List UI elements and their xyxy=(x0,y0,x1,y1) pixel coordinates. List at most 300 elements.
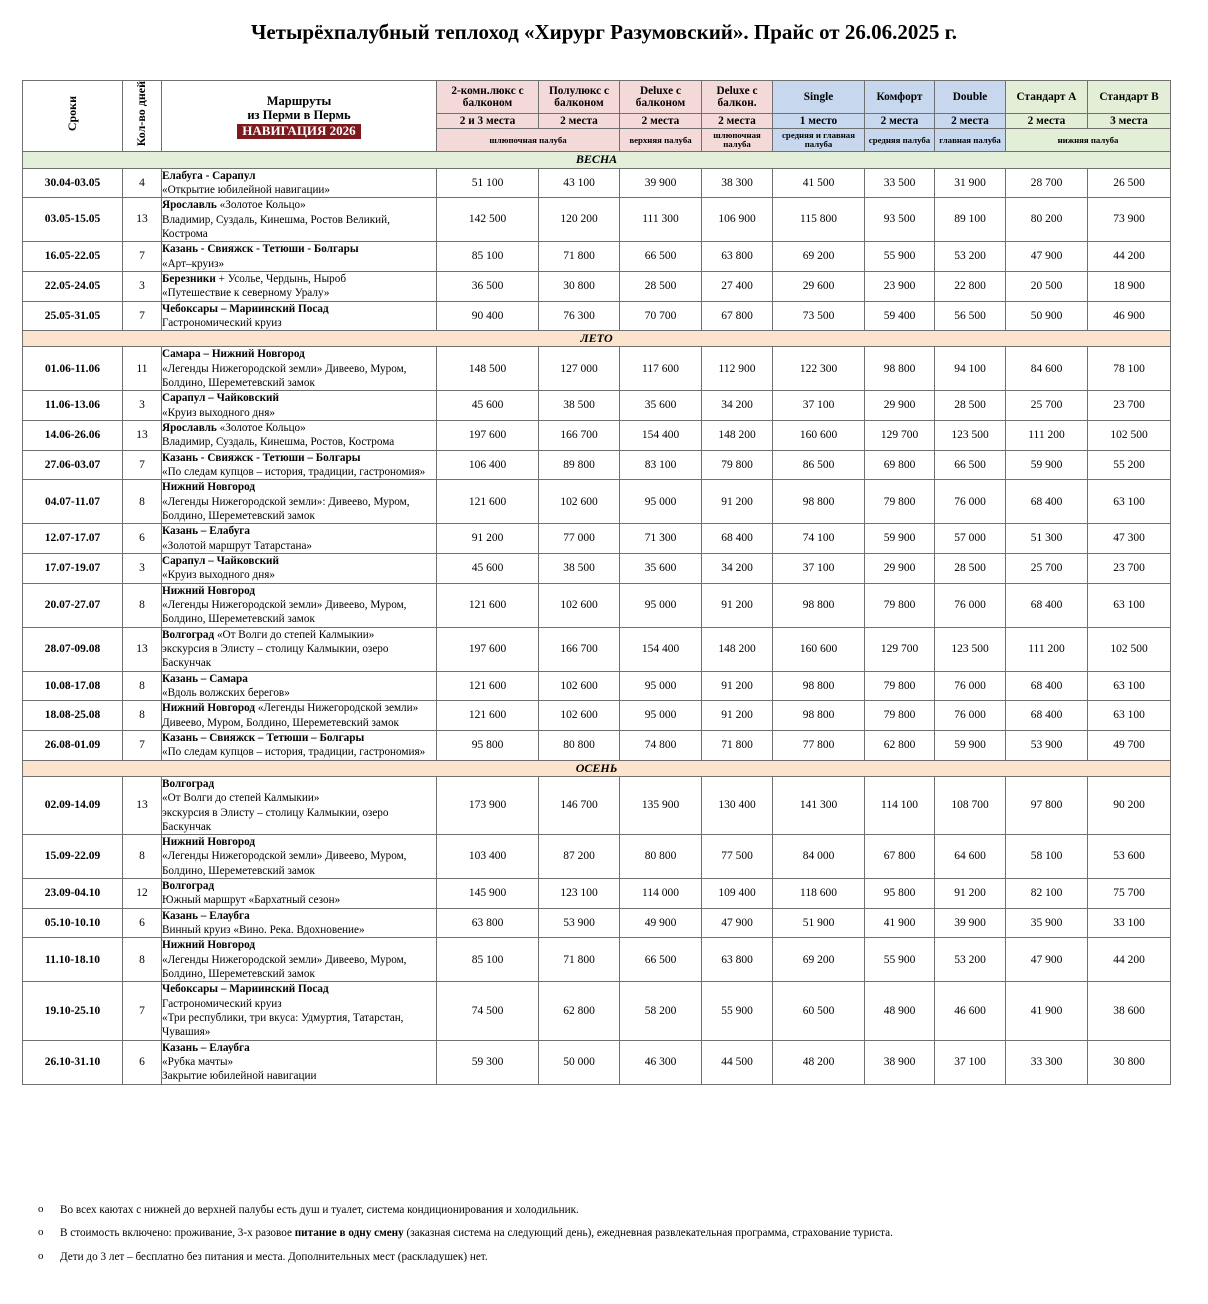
route-cell xyxy=(162,1040,437,1084)
price-cell: 78 100 xyxy=(1088,347,1171,391)
note-item xyxy=(38,1227,1158,1240)
route-description: «Три республики, три вкуса: Удмуртия, Татарстан, Чувашия» xyxy=(162,1012,404,1039)
cabin-places: 2 места xyxy=(935,114,1006,129)
price-cell: 122 300 xyxy=(773,347,865,391)
price-cell: 108 700 xyxy=(935,776,1006,834)
table-row xyxy=(23,242,1171,272)
route-title-line xyxy=(162,302,436,316)
table-row xyxy=(23,627,1171,671)
price-cell: 95 000 xyxy=(620,701,702,731)
price-cell: 68 400 xyxy=(1006,583,1088,627)
price-cell: 79 800 xyxy=(865,583,935,627)
table-row xyxy=(23,835,1171,879)
price-cell: 47 900 xyxy=(702,908,773,938)
route-cell xyxy=(162,583,437,627)
route-cell xyxy=(162,450,437,480)
price-cell: 142 500 xyxy=(437,198,539,242)
table-row xyxy=(23,450,1171,480)
table-row xyxy=(23,583,1171,627)
price-cell: 74 500 xyxy=(437,982,539,1040)
price-cell: 77 800 xyxy=(773,730,865,760)
price-cell: 114 000 xyxy=(620,879,702,909)
route-cell xyxy=(162,524,437,554)
route-name: Нижний Новгород xyxy=(162,939,256,952)
price-cell: 135 900 xyxy=(620,776,702,834)
table-row xyxy=(23,730,1171,760)
route-description: Винный круиз «Вино. Река. Вдохновение» xyxy=(162,924,365,937)
price-cell: 66 500 xyxy=(620,938,702,982)
page-title: Четырёхпалубный теплоход «Хирург Разумовский». Прайс от 26.06.2025 г. xyxy=(250,20,958,44)
route-title-line xyxy=(162,628,436,642)
price-cell: 28 500 xyxy=(620,271,702,301)
price-cell: 76 000 xyxy=(935,583,1006,627)
price-cell: 90 200 xyxy=(1088,776,1171,834)
price-cell: 80 800 xyxy=(620,835,702,879)
date-cell: 14.06-26.06 xyxy=(23,421,123,451)
route-cell xyxy=(162,271,437,301)
price-cell: 141 300 xyxy=(773,776,865,834)
price-cell: 27 400 xyxy=(702,271,773,301)
price-cell: 45 600 xyxy=(437,391,539,421)
price-cell: 38 900 xyxy=(865,1040,935,1084)
price-cell: 121 600 xyxy=(437,701,539,731)
days-cell: 12 xyxy=(123,879,162,909)
cabin-places: 2 места xyxy=(702,114,773,129)
price-cell: 69 800 xyxy=(865,450,935,480)
price-cell: 90 400 xyxy=(437,301,539,331)
price-cell: 37 100 xyxy=(773,554,865,584)
price-cell: 83 100 xyxy=(620,450,702,480)
days-cell: 13 xyxy=(123,627,162,671)
price-cell: 112 900 xyxy=(702,347,773,391)
days-cell: 8 xyxy=(123,701,162,731)
route-subtitle: «Золотое Кольцо» xyxy=(216,422,306,435)
date-cell: 12.07-17.07 xyxy=(23,524,123,554)
price-cell: 34 200 xyxy=(702,554,773,584)
note-text: В стоимость включено: проживание, 3-х разовое xyxy=(60,1227,295,1240)
price-cell: 80 200 xyxy=(1006,198,1088,242)
route-name: Чебоксары – Мариинский Посад xyxy=(162,983,329,996)
price-cell: 29 900 xyxy=(865,391,935,421)
route-title-line xyxy=(162,731,436,745)
route-description: Владимир, Суздаль, Кинешма, Ростов Великий, Кострома xyxy=(162,213,390,240)
price-cell: 146 700 xyxy=(539,776,620,834)
route-name: Ярославль xyxy=(162,199,217,212)
price-cell: 173 900 xyxy=(437,776,539,834)
price-cell: 98 800 xyxy=(773,671,865,701)
route-title-line xyxy=(162,480,436,494)
price-cell: 39 900 xyxy=(620,168,702,198)
price-cell: 44 500 xyxy=(702,1040,773,1084)
price-cell: 53 200 xyxy=(935,242,1006,272)
date-cell: 10.08-17.08 xyxy=(23,671,123,701)
price-cell: 34 200 xyxy=(702,391,773,421)
route-name: Сарапул – Чайковский xyxy=(162,555,279,568)
price-cell: 71 800 xyxy=(702,730,773,760)
table-row xyxy=(23,301,1171,331)
price-cell: 69 200 xyxy=(773,242,865,272)
date-cell: 20.07-27.07 xyxy=(23,583,123,627)
cabin-header: Комфорт xyxy=(865,81,935,114)
bullet-icon: o xyxy=(38,1203,44,1215)
price-cell: 98 800 xyxy=(865,347,935,391)
price-cell: 28 700 xyxy=(1006,168,1088,198)
price-cell: 145 900 xyxy=(437,879,539,909)
price-cell: 74 100 xyxy=(773,524,865,554)
route-cell xyxy=(162,982,437,1040)
note-item xyxy=(38,1204,1158,1217)
date-cell: 26.08-01.09 xyxy=(23,730,123,760)
notes-list xyxy=(38,1204,1158,1274)
cabin-places: 2 и 3 места xyxy=(437,114,539,129)
table-row xyxy=(23,776,1171,834)
route-title-line xyxy=(162,451,436,465)
price-cell: 35 600 xyxy=(620,391,702,421)
price-cell: 44 200 xyxy=(1088,938,1171,982)
deck-label: главная палуба xyxy=(935,129,1006,152)
price-cell: 84 000 xyxy=(773,835,865,879)
price-cell: 103 400 xyxy=(437,835,539,879)
route-description: «Золотой маршрут Татарстана» xyxy=(162,539,313,552)
price-cell: 59 900 xyxy=(865,524,935,554)
price-cell: 33 100 xyxy=(1088,908,1171,938)
price-cell: 87 200 xyxy=(539,835,620,879)
price-cell: 76 000 xyxy=(935,701,1006,731)
price-cell: 29 900 xyxy=(865,554,935,584)
date-cell: 15.09-22.09 xyxy=(23,835,123,879)
deck-label: шлюпочная палуба xyxy=(437,129,620,152)
price-cell: 91 200 xyxy=(935,879,1006,909)
price-cell: 121 600 xyxy=(437,480,539,524)
route-cell xyxy=(162,168,437,198)
price-cell: 35 900 xyxy=(1006,908,1088,938)
price-cell: 74 800 xyxy=(620,730,702,760)
price-cell: 95 000 xyxy=(620,583,702,627)
price-cell: 46 900 xyxy=(1088,301,1171,331)
route-title-line xyxy=(162,272,436,286)
route-description: «Круиз выходного дня» xyxy=(162,406,275,419)
table-row xyxy=(23,908,1171,938)
price-cell: 102 600 xyxy=(539,671,620,701)
days-cell: 8 xyxy=(123,583,162,627)
date-cell: 02.09-14.09 xyxy=(23,776,123,834)
price-cell: 115 800 xyxy=(773,198,865,242)
price-cell: 77 500 xyxy=(702,835,773,879)
price-cell: 59 900 xyxy=(935,730,1006,760)
route-subtitle: + Усолье, Чердынь, Ныроб xyxy=(215,272,347,285)
route-name: Казань – Самара xyxy=(162,672,248,685)
header-days: Кол-во дней xyxy=(123,81,162,152)
price-cell: 160 600 xyxy=(773,421,865,451)
price-cell: 127 000 xyxy=(539,347,620,391)
route-name: Казань – Елаубга xyxy=(162,909,250,922)
date-cell: 05.10-10.10 xyxy=(23,908,123,938)
days-cell: 13 xyxy=(123,198,162,242)
price-cell: 63 800 xyxy=(437,908,539,938)
route-title-line xyxy=(162,1041,436,1055)
price-cell: 20 500 xyxy=(1006,271,1088,301)
price-cell: 18 900 xyxy=(1088,271,1171,301)
price-cell: 63 100 xyxy=(1088,480,1171,524)
deck-label: средняя палуба xyxy=(865,129,935,152)
route-cell xyxy=(162,776,437,834)
price-cell: 109 400 xyxy=(702,879,773,909)
cabin-places: 1 место xyxy=(773,114,865,129)
price-cell: 79 800 xyxy=(702,450,773,480)
price-cell: 73 900 xyxy=(1088,198,1171,242)
price-cell: 73 500 xyxy=(773,301,865,331)
price-cell: 111 300 xyxy=(620,198,702,242)
price-cell: 130 400 xyxy=(702,776,773,834)
table-row xyxy=(23,271,1171,301)
price-cell: 121 600 xyxy=(437,671,539,701)
note-bold: питание в одну смену xyxy=(294,1227,404,1240)
route-description: «Вдоль волжских берегов» xyxy=(162,686,290,699)
table-row xyxy=(23,347,1171,391)
route-description: «От Волги до степей Калмыкии» xyxy=(162,792,320,805)
cabin-header: Стандарт А xyxy=(1006,81,1088,114)
date-cell: 22.05-24.05 xyxy=(23,271,123,301)
route-name: Казань – Свияжск – Тетюши – Болгары xyxy=(162,731,365,744)
days-cell: 8 xyxy=(123,938,162,982)
route-name: Казань - Свияжск - Тетюши – Болгары xyxy=(162,451,361,464)
price-cell: 114 100 xyxy=(865,776,935,834)
table-row xyxy=(23,671,1171,701)
note-text: Во всех каютах с нижней до верхней палубы есть душ и туалет, система кондиционирования и холодильник. xyxy=(60,1204,579,1216)
price-cell: 84 600 xyxy=(1006,347,1088,391)
deck-label: средняя и главная палуба xyxy=(773,129,865,152)
season-row xyxy=(23,760,1171,776)
route-title-line xyxy=(162,879,436,893)
price-cell: 98 800 xyxy=(773,701,865,731)
price-cell: 79 800 xyxy=(865,701,935,731)
date-cell: 17.07-19.07 xyxy=(23,554,123,584)
route-title-line xyxy=(162,524,436,538)
cabin-header: Deluxe с балконом xyxy=(620,81,702,114)
route-description: «По следам купцов – история, традиции, гастрономия» xyxy=(162,746,426,759)
route-cell xyxy=(162,671,437,701)
price-cell: 102 600 xyxy=(539,480,620,524)
price-cell: 95 000 xyxy=(620,671,702,701)
price-cell: 69 200 xyxy=(773,938,865,982)
price-cell: 111 200 xyxy=(1006,627,1088,671)
route-cell xyxy=(162,242,437,272)
days-cell: 8 xyxy=(123,671,162,701)
price-cell: 37 100 xyxy=(935,1040,1006,1084)
route-title-line xyxy=(162,777,436,791)
route-cell xyxy=(162,879,437,909)
price-cell: 160 600 xyxy=(773,627,865,671)
route-title-line xyxy=(162,169,436,183)
route-name: Волгоград xyxy=(162,880,215,893)
season-label: ЛЕТО xyxy=(23,331,1171,347)
price-cell: 55 900 xyxy=(865,242,935,272)
route-title-line xyxy=(162,584,436,598)
route-name: Чебоксары – Мариинский Посад xyxy=(162,302,329,315)
route-description: «По следам купцов – история, традиции, гастрономия» xyxy=(162,466,426,479)
price-cell: 47 900 xyxy=(1006,242,1088,272)
price-cell: 98 800 xyxy=(773,480,865,524)
route-title-line xyxy=(162,835,436,849)
route-cell xyxy=(162,627,437,671)
price-cell: 166 700 xyxy=(539,421,620,451)
price-cell: 31 900 xyxy=(935,168,1006,198)
price-cell: 41 900 xyxy=(865,908,935,938)
route-name: Нижний Новгород xyxy=(162,481,256,494)
route-cell xyxy=(162,421,437,451)
table-row xyxy=(23,554,1171,584)
price-cell: 63 800 xyxy=(702,242,773,272)
season-row xyxy=(23,152,1171,168)
bullet-icon: o xyxy=(38,1249,44,1262)
route-description: «Легенды Нижегородской земли» Дивеево, Муром, Болдино, Шереметевский замок xyxy=(162,599,407,626)
price-cell: 48 900 xyxy=(865,982,935,1040)
route-name: Волгоград xyxy=(162,628,215,641)
price-cell: 77 000 xyxy=(539,524,620,554)
route-cell xyxy=(162,198,437,242)
price-cell: 59 900 xyxy=(1006,450,1088,480)
price-cell: 121 600 xyxy=(437,583,539,627)
date-cell: 27.06-03.07 xyxy=(23,450,123,480)
price-cell: 41 900 xyxy=(1006,982,1088,1040)
days-cell: 3 xyxy=(123,271,162,301)
route-subtitle: «Легенды Нижегородской земли» Дивеево, Муром, Болдино, Шереметевский замок xyxy=(162,702,419,729)
table-row xyxy=(23,391,1171,421)
route-title-line xyxy=(162,421,436,435)
table-row xyxy=(23,701,1171,731)
route-subtitle: «От Волги до степей Калмыкии» xyxy=(214,628,375,641)
price-cell: 123 500 xyxy=(935,421,1006,451)
price-cell: 55 900 xyxy=(702,982,773,1040)
price-cell: 49 900 xyxy=(620,908,702,938)
price-cell: 102 500 xyxy=(1088,627,1171,671)
days-cell: 6 xyxy=(123,524,162,554)
price-cell: 71 800 xyxy=(539,242,620,272)
route-cell xyxy=(162,730,437,760)
price-cell: 46 600 xyxy=(935,982,1006,1040)
price-cell: 43 100 xyxy=(539,168,620,198)
route-title-line xyxy=(162,909,436,923)
price-cell: 36 500 xyxy=(437,271,539,301)
cabin-places: 3 места xyxy=(1088,114,1171,129)
navigation-badge: НАВИГАЦИЯ 2026 xyxy=(237,124,360,139)
price-cell: 51 900 xyxy=(773,908,865,938)
price-cell: 118 600 xyxy=(773,879,865,909)
table-row xyxy=(23,421,1171,451)
price-cell: 123 500 xyxy=(935,627,1006,671)
route-description: «Путешествие к северному Уралу» xyxy=(162,287,330,300)
price-cell: 129 700 xyxy=(865,421,935,451)
price-cell: 33 300 xyxy=(1006,1040,1088,1084)
route-title-line xyxy=(162,391,436,405)
days-cell: 7 xyxy=(123,242,162,272)
price-cell: 148 500 xyxy=(437,347,539,391)
route-description: Владимир, Суздаль, Кинешма, Ростов, Кострома xyxy=(162,436,395,449)
price-cell: 49 700 xyxy=(1088,730,1171,760)
route-cell xyxy=(162,554,437,584)
price-cell: 120 200 xyxy=(539,198,620,242)
route-description: «Открытие юбилейной навигации» xyxy=(162,183,331,196)
price-cell: 63 100 xyxy=(1088,701,1171,731)
route-cell xyxy=(162,391,437,421)
route-title-line xyxy=(162,347,436,361)
route-title-line xyxy=(162,672,436,686)
price-cell: 62 800 xyxy=(865,730,935,760)
price-cell: 70 700 xyxy=(620,301,702,331)
route-description: «Легенды Нижегородской земли»: Дивеево, Муром, Болдино, Шереметевский замок xyxy=(162,495,410,523)
price-cell: 28 500 xyxy=(935,391,1006,421)
route-name: Казань – Елаубга xyxy=(162,1041,250,1054)
price-cell: 106 400 xyxy=(437,450,539,480)
route-header-line1: Маршруты xyxy=(266,93,332,108)
price-cell: 197 600 xyxy=(437,627,539,671)
price-cell: 53 900 xyxy=(1006,730,1088,760)
price-cell: 38 600 xyxy=(1088,982,1171,1040)
price-cell: 56 500 xyxy=(935,301,1006,331)
note-item xyxy=(38,1251,1158,1264)
price-cell: 39 900 xyxy=(935,908,1006,938)
route-cell xyxy=(162,908,437,938)
days-cell: 6 xyxy=(123,908,162,938)
days-cell: 6 xyxy=(123,1040,162,1084)
price-cell: 98 800 xyxy=(773,583,865,627)
bullet-icon: o xyxy=(38,1226,44,1239)
price-cell: 25 700 xyxy=(1006,554,1088,584)
route-header-line2: из Перми в Пермь xyxy=(247,108,351,123)
price-cell: 102 600 xyxy=(539,583,620,627)
price-cell: 97 800 xyxy=(1006,776,1088,834)
price-cell: 91 200 xyxy=(437,524,539,554)
price-cell: 91 200 xyxy=(702,671,773,701)
price-cell: 58 100 xyxy=(1006,835,1088,879)
date-cell: 03.05-15.05 xyxy=(23,198,123,242)
price-cell: 38 500 xyxy=(539,554,620,584)
price-cell: 63 100 xyxy=(1088,583,1171,627)
route-cell xyxy=(162,835,437,879)
price-cell: 25 700 xyxy=(1006,391,1088,421)
price-cell: 30 800 xyxy=(539,271,620,301)
date-cell: 26.10-31.10 xyxy=(23,1040,123,1084)
price-cell: 68 400 xyxy=(1006,701,1088,731)
price-cell: 68 400 xyxy=(1006,480,1088,524)
price-cell: 30 800 xyxy=(1088,1040,1171,1084)
route-description: Закрытие юбилейной навигации xyxy=(162,1070,317,1083)
price-cell: 55 900 xyxy=(865,938,935,982)
days-cell: 3 xyxy=(123,391,162,421)
price-cell: 47 300 xyxy=(1088,524,1171,554)
route-title-line xyxy=(162,242,436,256)
price-cell: 50 000 xyxy=(539,1040,620,1084)
cabin-header: Single xyxy=(773,81,865,114)
price-cell: 91 200 xyxy=(702,701,773,731)
price-cell: 154 400 xyxy=(620,421,702,451)
price-cell: 64 600 xyxy=(935,835,1006,879)
route-cell xyxy=(162,480,437,524)
cabin-header: Double xyxy=(935,81,1006,114)
price-cell: 129 700 xyxy=(865,627,935,671)
date-cell: 23.09-04.10 xyxy=(23,879,123,909)
price-cell: 50 900 xyxy=(1006,301,1088,331)
date-cell: 11.10-18.10 xyxy=(23,938,123,982)
price-cell: 95 800 xyxy=(865,879,935,909)
price-cell: 166 700 xyxy=(539,627,620,671)
date-cell: 25.05-31.05 xyxy=(23,301,123,331)
table-row xyxy=(23,879,1171,909)
route-cell xyxy=(162,701,437,731)
days-cell: 7 xyxy=(123,450,162,480)
price-cell: 86 500 xyxy=(773,450,865,480)
route-cell xyxy=(162,938,437,982)
